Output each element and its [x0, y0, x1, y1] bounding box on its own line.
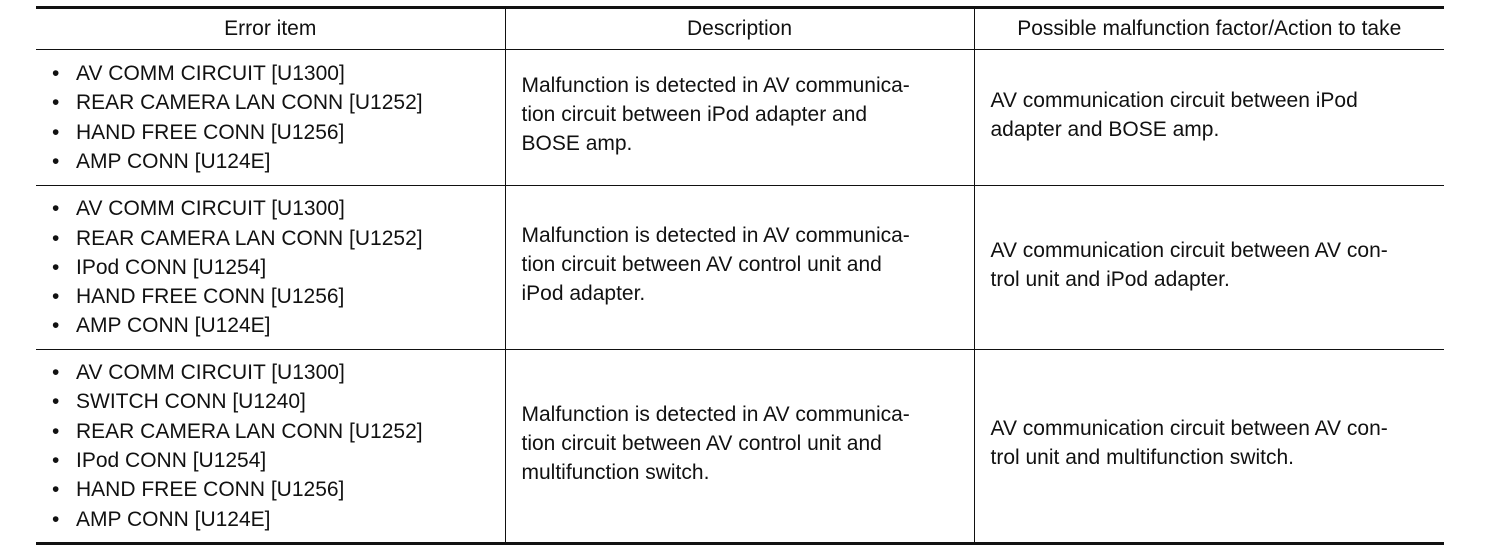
description-line: iPod adapter. — [521, 282, 646, 305]
list-item — [50, 224, 499, 253]
header-description: Description — [505, 8, 974, 50]
action-cell — [974, 186, 1444, 350]
list-item — [50, 88, 499, 117]
bullet-icon: • — [52, 120, 60, 144]
table-header-row — [36, 8, 1444, 50]
header-error-item: Error item — [36, 8, 505, 50]
error-item-text: AV COMM CIRCUIT [U1300] — [76, 61, 345, 85]
error-item-text: REAR CAMERA LAN CONN [U1252] — [76, 91, 423, 115]
error-item-text: AMP CONN [U124E] — [76, 149, 271, 173]
bullet-icon: • — [52, 255, 60, 279]
bullet-icon: • — [52, 91, 60, 115]
description-line: multifunction switch. — [521, 460, 710, 484]
error-items-cell — [36, 186, 505, 350]
table-body — [36, 50, 1444, 544]
error-item-list — [50, 358, 499, 534]
error-item-text: IPod CONN [U1254] — [76, 449, 267, 472]
list-item — [50, 311, 499, 340]
description-cell — [505, 186, 974, 350]
error-item-text: SWITCH CONN [U1240] — [76, 390, 306, 414]
error-item-text: IPod CONN [U1254] — [76, 255, 267, 279]
bullet-icon: • — [52, 419, 60, 443]
description-line: BOSE amp. — [521, 132, 633, 155]
error-item-text: AV COMM CIRCUIT [U1300] — [76, 361, 345, 385]
description-line: Malfunction is detected in AV communica- — [521, 402, 910, 426]
action-line: AV communication circuit between iPod — [990, 88, 1358, 112]
error-item-text: AV COMM CIRCUIT [U1300] — [76, 197, 345, 221]
bullet-icon: • — [52, 61, 60, 85]
bullet-icon: • — [52, 149, 60, 173]
bullet-icon: • — [52, 507, 60, 531]
list-item — [50, 446, 499, 475]
action-line: AV communication circuit between AV con- — [990, 417, 1388, 440]
description-line: tion circuit between AV control unit and — [521, 253, 882, 276]
list-item — [50, 194, 499, 223]
bullet-icon: • — [52, 478, 60, 502]
description-line: Malfunction is detected in AV communica- — [521, 74, 910, 97]
error-item-text: HAND FREE CONN [U1256] — [76, 285, 345, 309]
action-line: trol unit and multifunction switch. — [990, 446, 1294, 469]
error-item-text: REAR CAMERA LAN CONN [U1252] — [76, 419, 423, 443]
error-items-cell — [36, 350, 505, 544]
bullet-icon: • — [52, 361, 60, 385]
bullet-icon: • — [52, 197, 60, 221]
error-item-text: HAND FREE CONN [U1256] — [76, 478, 345, 502]
bullet-icon: • — [52, 314, 60, 338]
list-item — [50, 475, 499, 504]
description-cell — [505, 50, 974, 186]
action-cell — [974, 50, 1444, 186]
description-line: tion circuit between AV control unit and — [521, 431, 882, 455]
list-item — [50, 282, 499, 311]
error-item-list — [50, 59, 499, 176]
error-item-table — [36, 6, 1444, 545]
table-row — [36, 186, 1444, 350]
list-item — [50, 59, 499, 88]
action-cell — [974, 350, 1444, 544]
bullet-icon: • — [52, 449, 60, 472]
error-items-cell — [36, 50, 505, 186]
table-row — [36, 350, 1444, 544]
list-item — [50, 253, 499, 282]
error-item-list — [50, 194, 499, 340]
bullet-icon: • — [52, 390, 60, 414]
error-item-text: AMP CONN [U124E] — [76, 314, 271, 338]
table-row — [36, 50, 1444, 186]
bullet-icon: • — [52, 285, 60, 309]
description-cell — [505, 350, 974, 544]
list-item — [50, 417, 499, 446]
list-item — [50, 147, 499, 176]
action-line: trol unit and iPod adapter. — [990, 267, 1230, 291]
list-item — [50, 387, 499, 416]
error-item-text: REAR CAMERA LAN CONN [U1252] — [76, 226, 423, 250]
description-line: tion circuit between iPod adapter and — [521, 103, 868, 126]
action-line: AV communication circuit between AV con- — [990, 238, 1388, 262]
bullet-icon: • — [52, 226, 60, 250]
error-item-text: HAND FREE CONN [U1256] — [76, 120, 345, 144]
action-line: adapter and BOSE amp. — [990, 117, 1220, 141]
description-line: Malfunction is detected in AV communica- — [521, 224, 910, 247]
header-action: Possible malfunction factor/Action to take — [974, 8, 1444, 50]
list-item — [50, 118, 499, 147]
error-item-text: AMP CONN [U124E] — [76, 507, 271, 531]
list-item — [50, 358, 499, 387]
list-item — [50, 505, 499, 534]
